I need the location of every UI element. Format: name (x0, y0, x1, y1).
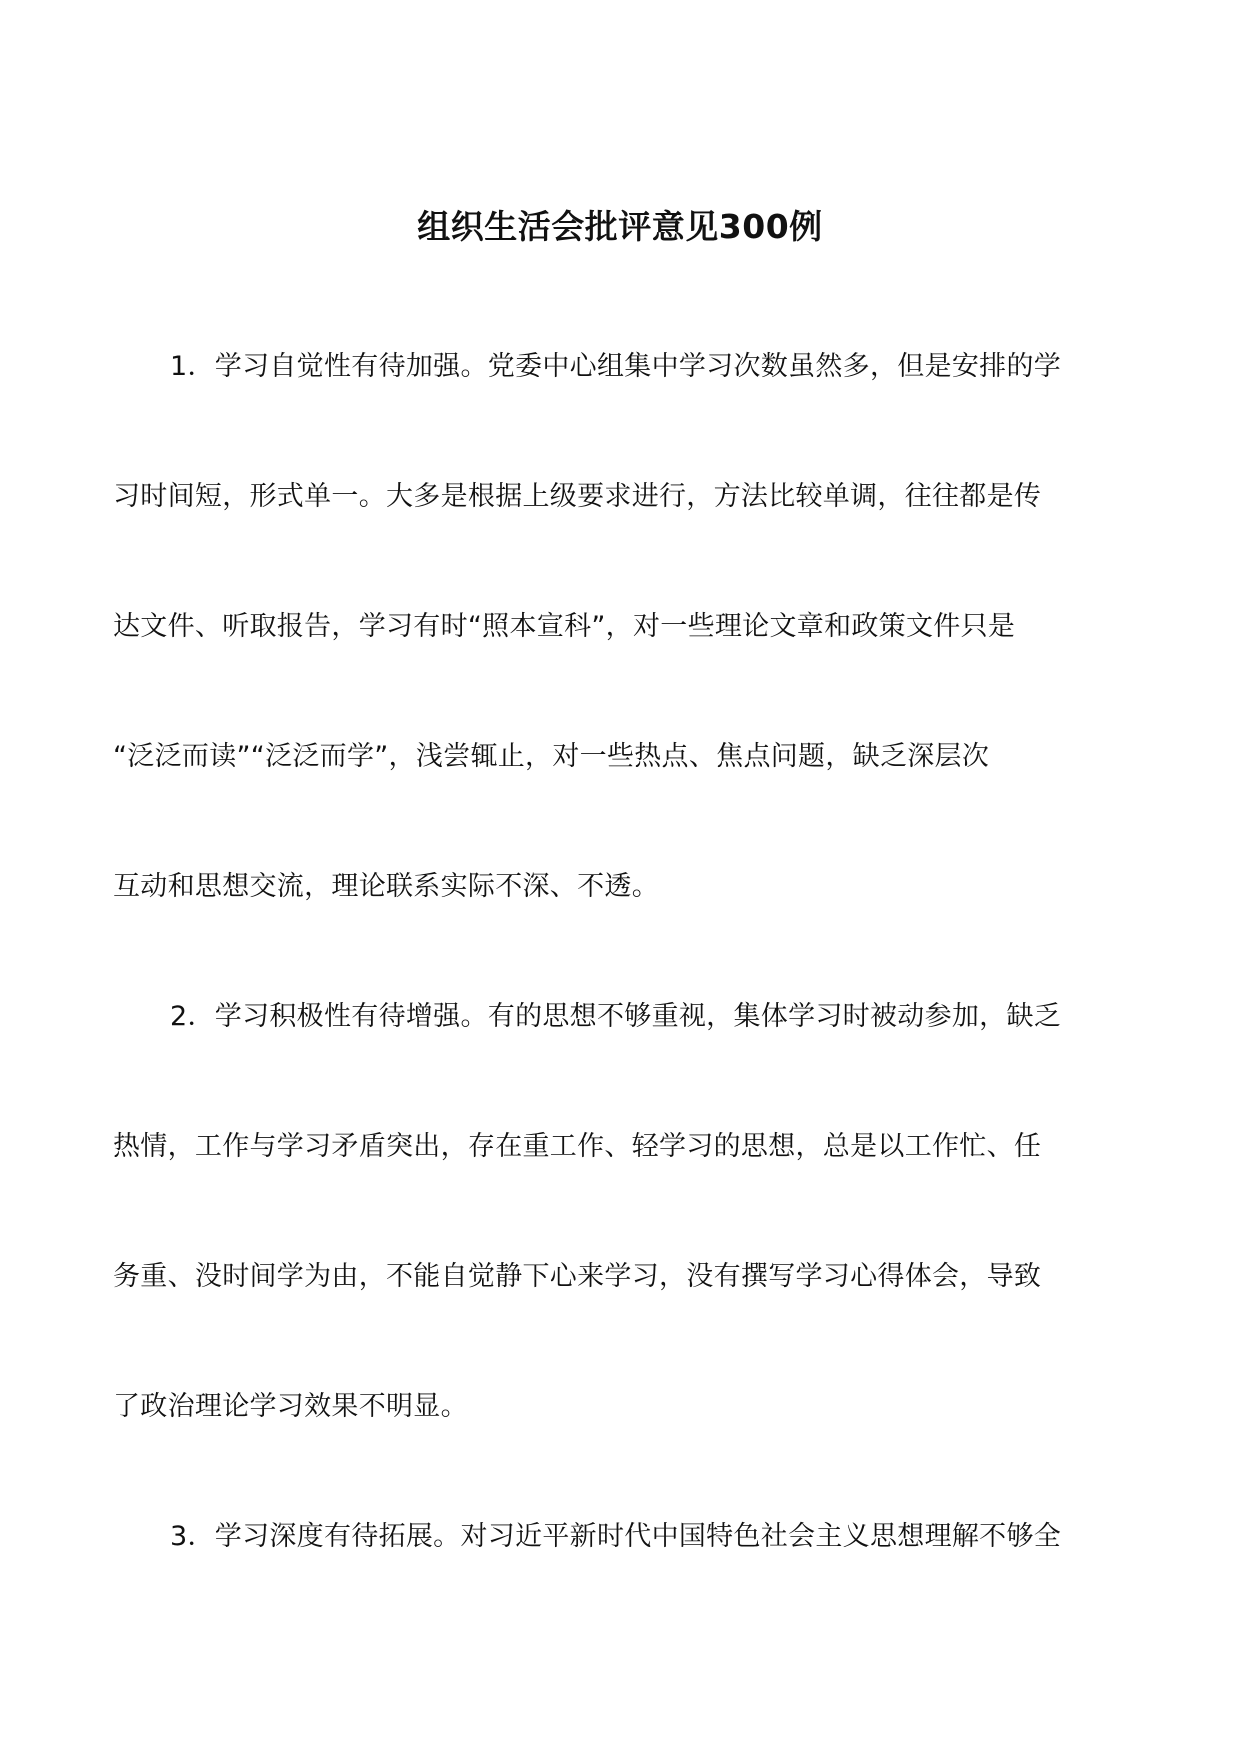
paragraph-line: 1．学习自觉性有待加强。党委中心组集中学习次数虽然多，但是安排的学 (170, 351, 1062, 382)
paragraph-line: 3．学习深度有待拓展。对习近平新时代中国特色社会主义思想理解不够全 (170, 1521, 1062, 1552)
paragraph-line: 务重、没时间学为由，不能自觉静下心来学习，没有撰写学习心得体会，导致 (113, 1261, 1042, 1292)
paragraph-line: 热情，工作与学习矛盾突出，存在重工作、轻学习的思想，总是以工作忙、任 (113, 1131, 1042, 1162)
paragraph-line: 达文件、听取报告，学习有时“照本宣科”，对一些理论文章和政策文件只是 (113, 611, 1016, 642)
paragraph-line: 习时间短，形式单一。大多是根据上级要求进行，方法比较单调，往往都是传 (113, 481, 1042, 512)
paragraph-line: “泛泛而读”“泛泛而学”，浅尝辄止，对一些热点、焦点问题，缺乏深层次 (113, 741, 990, 772)
paragraph-line: 了政治理论学习效果不明显。 (113, 1391, 468, 1422)
paragraph-line: 2．学习积极性有待增强。有的思想不够重视，集体学习时被动参加，缺乏 (170, 1001, 1062, 1032)
document-title: 组织生活会批评意见300例 (417, 207, 823, 246)
paragraph-line: 互动和思想交流，理论联系实际不深、不透。 (113, 871, 659, 902)
